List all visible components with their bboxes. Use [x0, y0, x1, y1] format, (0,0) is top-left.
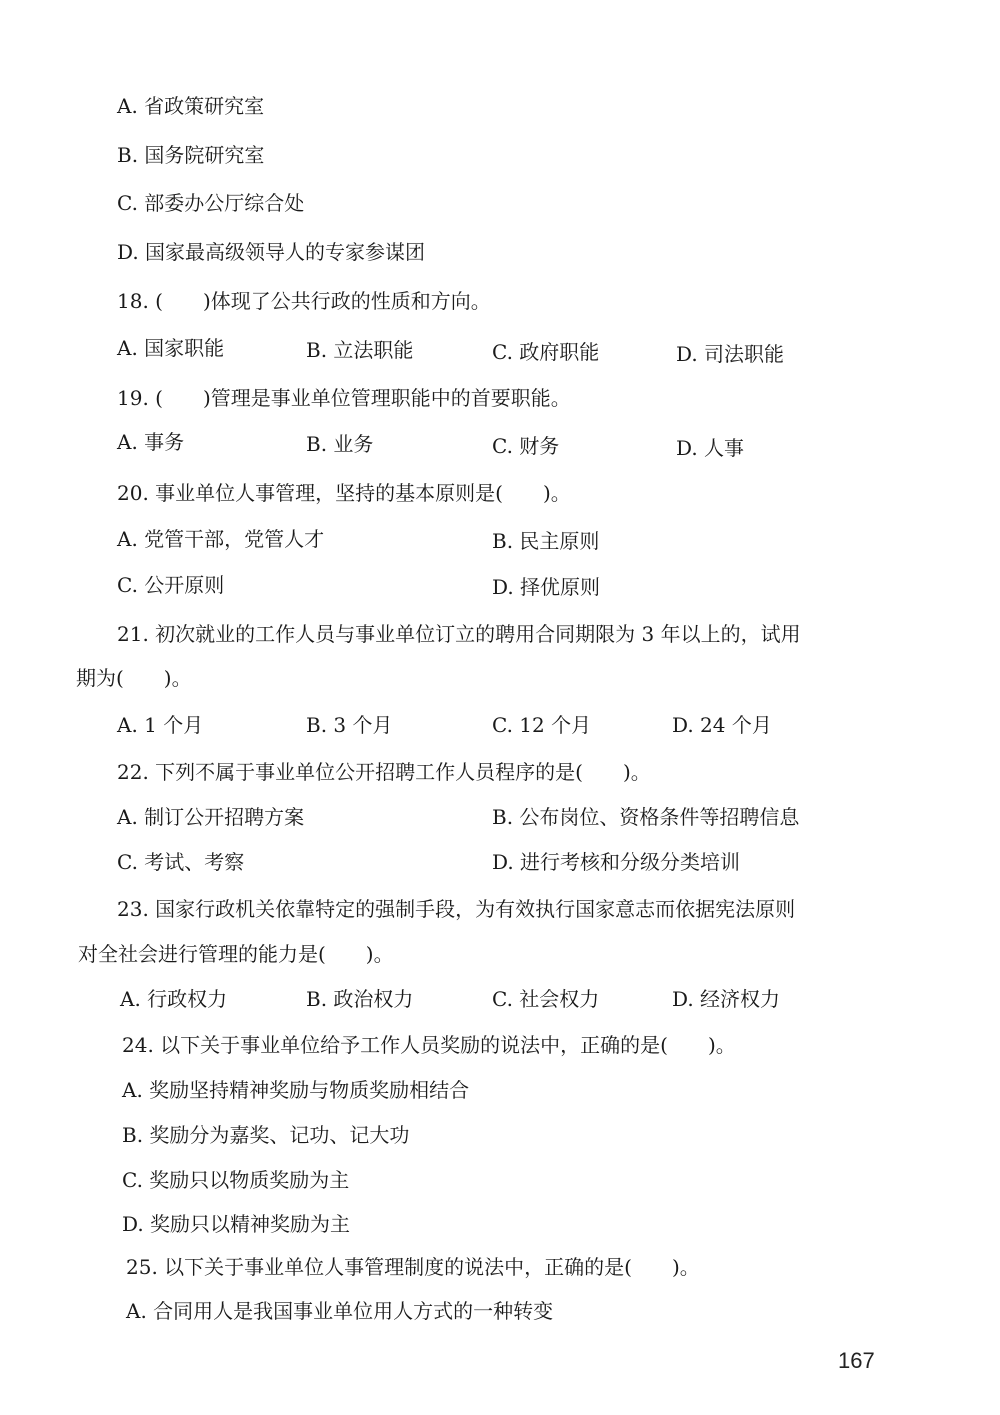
q20-stem: 20. 事业单位人事管理，坚持的基本原则是( )。 — [117, 481, 571, 505]
q21-option-c: C. 12 个月 — [492, 713, 592, 737]
q19-option-a: A. 事务 — [117, 430, 185, 454]
q18-option-c: C. 政府职能 — [492, 340, 600, 364]
q22-option-b: B. 公布岗位、资格条件等招聘信息 — [492, 805, 800, 829]
q24-option-a: A. 奖励坚持精神奖励与物质奖励相结合 — [122, 1078, 470, 1102]
q24-option-c: C. 奖励只以物质奖励为主 — [122, 1168, 350, 1192]
q18-stem: 18. ( )体现了公共行政的性质和方向。 — [117, 289, 491, 313]
q18-option-d: D. 司法职能 — [676, 342, 785, 366]
q17-option-b: B. 国务院研究室 — [117, 143, 265, 167]
q24-option-b: B. 奖励分为嘉奖、记功、记大功 — [122, 1123, 410, 1147]
q21-stem-line1: 21. 初次就业的工作人员与事业单位订立的聘用合同期限为 3 年以上的，试用 — [117, 622, 801, 646]
q24-stem: 24. 以下关于事业单位给予工作人员奖励的说法中，正确的是( )。 — [122, 1033, 736, 1057]
q21-option-d: D. 24 个月 — [672, 713, 772, 737]
q23-option-c: C. 社会权力 — [492, 987, 600, 1011]
q23-option-d: D. 经济权力 — [672, 987, 781, 1011]
q23-option-a: A. 行政权力 — [120, 987, 228, 1011]
q22-option-c: C. 考试、考察 — [117, 850, 245, 874]
q24-option-d: D. 奖励只以精神奖励为主 — [122, 1212, 351, 1236]
q23-stem-line1: 23. 国家行政机关依靠特定的强制手段，为有效执行国家意志而依据宪法原则 — [117, 897, 796, 921]
q25-stem: 25. 以下关于事业单位人事管理制度的说法中，正确的是( )。 — [126, 1255, 700, 1279]
q17-option-a: A. 省政策研究室 — [117, 94, 265, 118]
q18-option-a: A. 国家职能 — [117, 336, 225, 360]
q21-option-b: B. 3 个月 — [306, 713, 393, 737]
q23-stem-line2: 对全社会进行管理的能力是( )。 — [78, 942, 394, 966]
q22-option-d: D. 进行考核和分级分类培训 — [492, 850, 741, 874]
q25-option-a: A. 合同用人是我国事业单位用人方式的一种转变 — [126, 1299, 554, 1323]
q20-option-d: D. 择优原则 — [492, 575, 601, 599]
q19-stem: 19. ( )管理是事业单位管理职能中的首要职能。 — [117, 386, 571, 410]
q23-option-b: B. 政治权力 — [306, 987, 414, 1011]
q20-option-c: C. 公开原则 — [117, 573, 225, 597]
q22-option-a: A. 制订公开招聘方案 — [117, 805, 305, 829]
q19-option-c: C. 财务 — [492, 434, 560, 458]
q21-option-a: A. 1 个月 — [117, 713, 204, 737]
q18-option-b: B. 立法职能 — [306, 338, 414, 362]
page-number: 167 — [838, 1348, 875, 1373]
q20-option-a: A. 党管干部，党管人才 — [117, 527, 325, 551]
q19-option-b: B. 业务 — [306, 432, 374, 456]
q21-stem-line2: 期为( )。 — [76, 666, 192, 690]
q17-option-c: C. 部委办公厅综合处 — [117, 191, 305, 215]
q20-option-b: B. 民主原则 — [492, 529, 600, 553]
q17-option-d: D. 国家最高级领导人的专家参谋团 — [117, 240, 426, 264]
q19-option-d: D. 人事 — [676, 436, 745, 460]
q22-stem: 22. 下列不属于事业单位公开招聘工作人员程序的是( )。 — [117, 760, 651, 784]
